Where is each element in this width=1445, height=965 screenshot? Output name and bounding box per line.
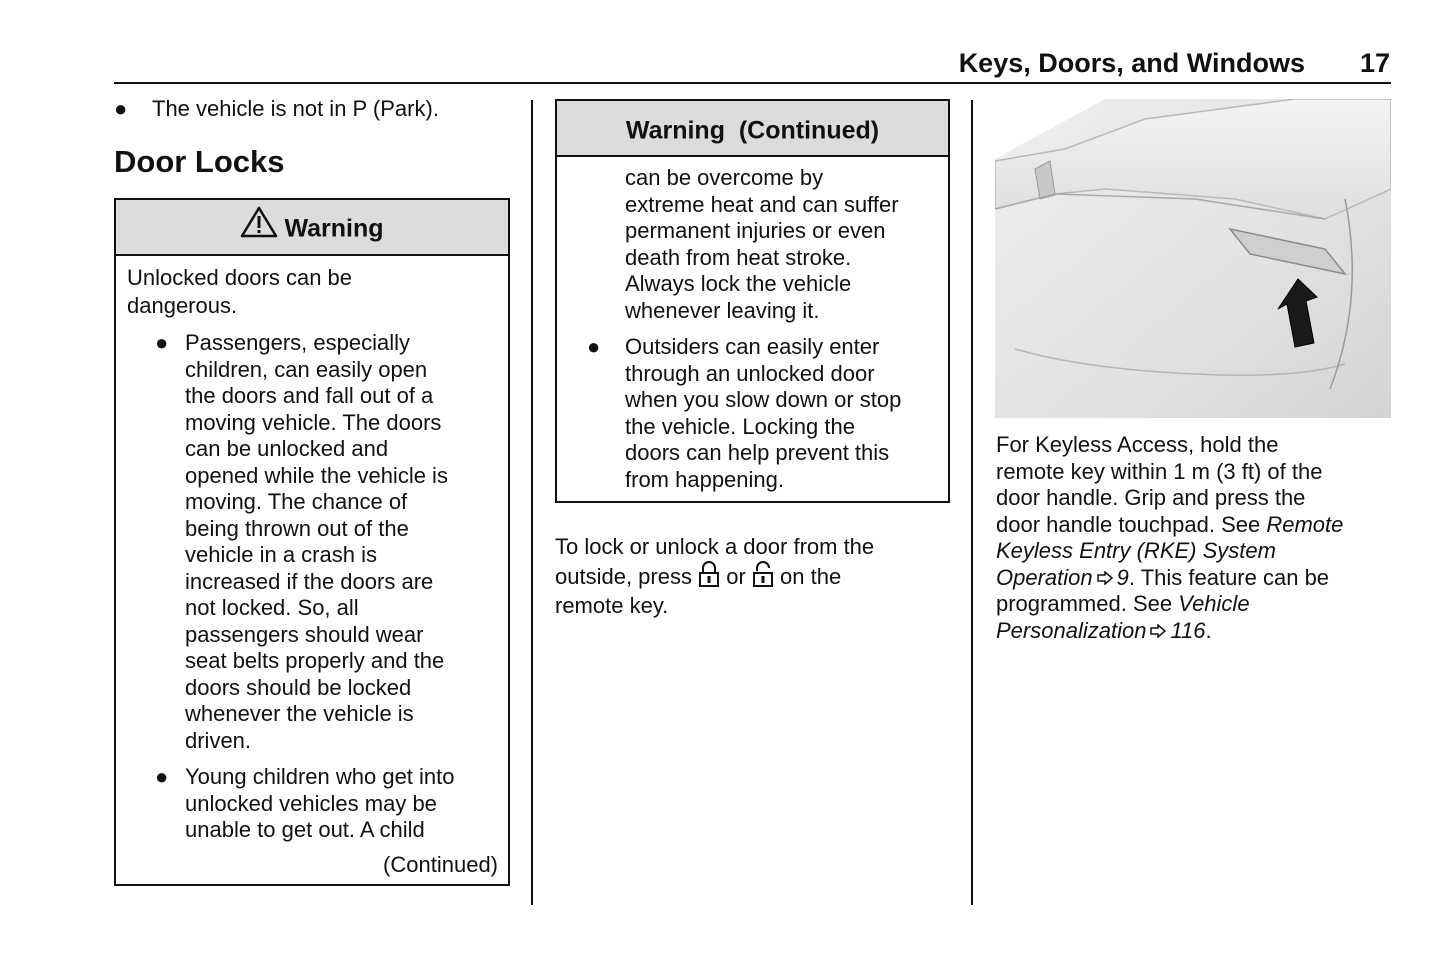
paragraph-text: programmed. See <box>996 591 1173 616</box>
lock-icon <box>698 561 720 587</box>
page-reference[interactable]: 9 <box>1116 564 1129 590</box>
warning-continued-body <box>557 157 948 324</box>
bullet-line: when you slow down or stop <box>625 387 902 412</box>
bullet-line: children, can easily open <box>185 356 428 382</box>
paragraph-text: on the <box>780 564 842 589</box>
warning-bullet <box>557 324 948 493</box>
paragraph-text: outside, press <box>555 564 692 589</box>
bullet-line: opened while the vehicle is <box>185 462 448 488</box>
paragraph-line: remote key within 1 m (3 ft) of the <box>996 458 1323 484</box>
bullet-dot: ● <box>587 334 601 359</box>
bullet-line: not locked. So, all <box>185 595 359 620</box>
bullet-line: unable to get out. A child <box>185 817 425 842</box>
warning-body <box>116 256 508 878</box>
bullet-line: passengers should wear <box>185 621 424 647</box>
bullet-line: moving vehicle. The doors <box>185 409 442 435</box>
cross-reference-link[interactable]: Keyless Entry (RKE) System <box>996 538 1276 563</box>
column-divider-1 <box>531 100 533 905</box>
page-number: 17 <box>1359 48 1390 78</box>
bullet-line: can be unlocked and <box>185 436 389 461</box>
paragraph-line <box>555 561 874 591</box>
bullet-line: increased if the doors are <box>185 568 434 594</box>
continued-line: can be overcome by <box>625 165 824 190</box>
bullet-line: through an unlocked door <box>625 360 875 386</box>
warning-continued-header <box>557 101 948 157</box>
warning-box <box>114 198 510 886</box>
continued-label: (Continued) <box>383 851 498 877</box>
continued-line: death from heat stroke. <box>625 244 852 270</box>
page-reference[interactable]: 116 <box>1170 617 1206 643</box>
lock-instructions-paragraph <box>555 532 874 620</box>
warning-intro-line: dangerous. <box>127 293 238 318</box>
paragraph-line: For Keyless Access, hold the <box>996 432 1279 457</box>
top-bullet <box>114 96 514 124</box>
page-reference-arrow-icon <box>1149 624 1167 638</box>
bullet-line: Passengers, especially <box>185 330 411 355</box>
paragraph-text: door handle touchpad. See <box>996 511 1261 537</box>
paragraph-line <box>996 591 1343 618</box>
bullet-line: vehicle in a crash is <box>185 542 377 567</box>
warning-intro-line: Unlocked doors can be <box>127 265 353 290</box>
paragraph-line <box>996 565 1343 592</box>
bullet-line: being thrown out of the <box>185 515 409 541</box>
door-handle-illustration <box>995 99 1391 418</box>
warning-header <box>116 200 508 256</box>
warning-title: Warning <box>284 214 384 243</box>
paragraph-text: . <box>1205 617 1212 643</box>
section-title: Door Locks <box>114 144 285 179</box>
cross-reference-link[interactable]: Personalization <box>996 617 1147 643</box>
warning-bullet <box>127 330 498 754</box>
keyless-access-paragraph <box>996 432 1343 644</box>
bullet-dot: ● <box>114 96 128 121</box>
column-divider-2 <box>971 100 973 905</box>
continued-line: permanent injuries or even <box>625 218 886 243</box>
warning-bullet <box>127 764 498 844</box>
continued-line: Always lock the vehicle <box>625 271 852 296</box>
bullet-line: doors can help prevent this <box>625 440 890 465</box>
bullet-line: driven. <box>185 727 252 753</box>
warning-bullet-list <box>127 330 498 844</box>
warning-continued-box <box>555 99 950 503</box>
paragraph-text: . This feature can be <box>1128 564 1330 590</box>
warning-triangle-icon <box>240 206 278 238</box>
bullet-line: unlocked vehicles may be <box>185 790 437 816</box>
bullet-line: Outsiders can easily enter <box>625 334 880 359</box>
page-reference-arrow-icon <box>1096 571 1114 585</box>
bullet-line: from happening. <box>625 466 784 492</box>
cross-reference-link[interactable]: Remote <box>1266 511 1344 537</box>
cross-reference-link[interactable]: Vehicle <box>1178 591 1250 616</box>
bullet-line: seat belts properly and the <box>185 648 445 673</box>
paragraph-line <box>996 618 1343 645</box>
running-header-title: Keys, Doors, and Windows <box>958 48 1305 78</box>
header-rule <box>114 82 1391 84</box>
warning-continued-title: Warning (Continued) <box>625 116 880 145</box>
top-bullet-text: The vehicle is not in P (Park). <box>152 96 439 121</box>
continued-line: whenever leaving it. <box>625 297 820 323</box>
bullet-dot: ● <box>155 764 169 789</box>
paragraph-text: or <box>726 564 746 589</box>
bullet-line: the doors and fall out of a <box>185 383 434 408</box>
bullet-line: Young children who get into <box>185 764 455 789</box>
paragraph-line: door handle. Grip and press the <box>996 485 1306 510</box>
bullet-dot: ● <box>155 330 169 355</box>
unlock-icon <box>752 561 774 587</box>
paragraph-line: To lock or unlock a door from the <box>555 534 875 559</box>
continued-line: extreme heat and can suffer <box>625 191 899 217</box>
bullet-line: moving. The chance of <box>185 489 408 514</box>
cross-reference-link[interactable]: Operation <box>996 564 1093 590</box>
bullet-line: doors should be locked <box>185 674 412 700</box>
bullet-line: the vehicle. Locking the <box>625 413 855 439</box>
paragraph-line <box>996 512 1343 539</box>
bullet-line: whenever the vehicle is <box>185 701 414 726</box>
paragraph-line: remote key. <box>555 593 669 618</box>
